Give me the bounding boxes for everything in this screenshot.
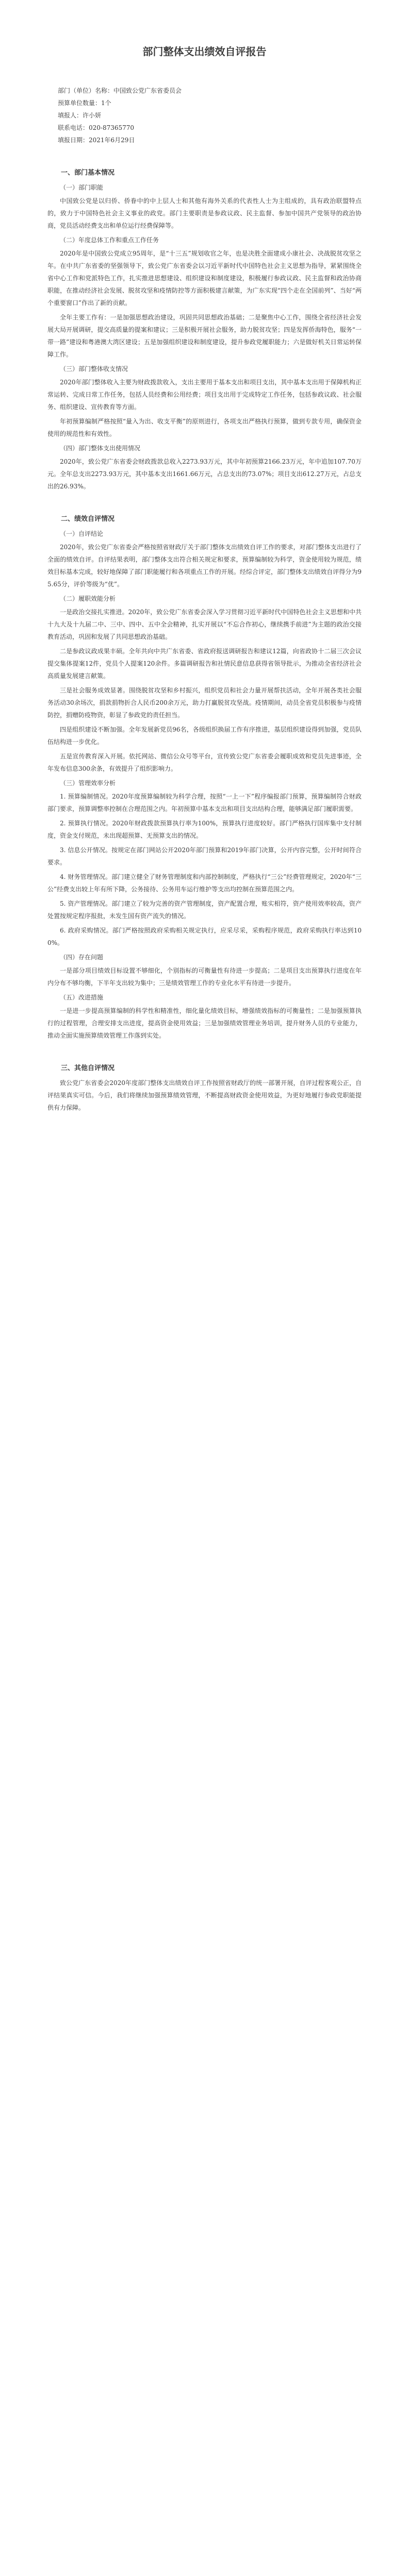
report-section — [47, 167, 362, 493]
meta-person: 填报人：许小妍 — [58, 112, 102, 119]
paragraph: 5. 资产管理情况。部门建立了较为完善的资产管理制度，资产配置合理，账实相符，资产使用效率较高，资产处置按规定程序报批，未发生国有资产流失的情况。 — [47, 900, 362, 920]
section-gap — [47, 1044, 362, 1058]
report-section — [47, 513, 362, 1042]
paragraph: 五是宣传教育深入开展。依托网站、微信公众号等平台，宣传致公党广东省委会履职成效和党员先进事迹，全年发布信息300余条，有效提升了组织影响力。 — [47, 753, 362, 772]
paragraph: 2020年，致公党广东省委会财政拨款总收入2273.93万元，其中年初预算2166.23万元，年中追加107.70万元。全年总支出2273.93万元，其中基本支出1661.66万元，占总支出的73.07%；项目支出612.27万元，占总支出的26.93%。 — [47, 458, 362, 490]
paragraph: 全年主要工作有：一是加强思想政治建设，巩固共同思想政治基础；二是聚焦中心工作，围绕全省经济社会发展大局开展调研，提交高质量的提案和建议；三是积极开展社会服务，助力脱贫攻坚；四是发挥侨海特色，服务“一带一路”建设和粤港澳大湾区建设；五是加强组织建设和制度建设，提升参政党履职能力；六是做好机关日常运转保障工作。 — [47, 314, 362, 358]
section-gap — [47, 495, 362, 509]
subsection-heading: （二）履职效能分析 — [60, 595, 116, 602]
paragraph: 6. 政府采购情况。部门严格按照政府采购相关规定执行，应采尽采，采购程序规范，政府采购执行率达到100%。 — [47, 927, 362, 946]
section-heading: 二、绩效自评情况 — [61, 515, 115, 523]
paragraph: 致公党广东省委会2020年度部门整体支出绩效自评工作按照省财政厅的统一部署开展，自评过程客观公正，自评结果真实可信。今后，我们将继续加强预算绩效管理，不断提高财政资金使用效益，为更好地履行参政党职能提供有力保障。 — [47, 1079, 362, 1111]
paragraph: 一是部分项目绩效目标设置不够细化，个别指标的可衡量性有待进一步提高；二是项目支出预算执行进度在年内分布不够均衡，下半年支出较为集中；三是绩效管理工作的专业化水平有待进一步提升。 — [47, 967, 362, 987]
paragraph: 4. 财务管理情况。部门建立健全了财务管理制度和内部控制制度，严格执行“三公”经费管理规定，2020年“三公”经费支出较上年有所下降，公务接待、公务用车运行维护等支出均控制在预算范围之内。 — [47, 873, 362, 893]
subsection-heading: （一）自评结论 — [60, 530, 104, 537]
subsection-heading: （二）年度总体工作和重点工作任务 — [60, 236, 159, 244]
paragraph: 三是社会服务成效显著。围绕脱贫攻坚和乡村振兴，组织党员和社会力量开展帮扶活动，全年开展各类社会服务活动30余场次，捐款捐物折合人民币200余万元，助力打赢脱贫攻坚战。疫情期间，动员全省党员积极参与疫情防控，捐赠防疫物资，彰显了参政党的责任担当。 — [47, 687, 362, 719]
paragraph: 一是进一步提高预算编制的科学性和精准性，细化量化绩效目标，增强绩效指标的可衡量性；二是加强预算执行的过程管理，合理安排支出进度，提高资金使用效益；三是加强绩效管理业务培训，提升财务人员的专业能力，推动全面实施预算绩效管理工作落到实处。 — [47, 1007, 362, 1039]
subsection-heading: （三）部门整体收支情况 — [60, 365, 128, 372]
meta-date: 填报日期：2021年6月29日 — [58, 137, 135, 144]
paragraph: 一是政治交接扎实推进。2020年，致公党广东省委会深入学习贯彻习近平新时代中国特色社会主义思想和中共十九大及十九届二中、三中、四中、五中全会精神，扎实开展以“不忘合作初心，继续携手前进”为主题的政治交接教育活动，巩固和发展了共同思想政治基础。 — [47, 608, 362, 640]
paragraph: 2020年是中国致公党成立95周年，是“十三五”规划收官之年，也是决胜全面建成小康社会、决战脱贫攻坚之年。在中共广东省委的坚强领导下，致公党广东省委会以习近平新时代中国特色社会主义思想为指导，紧紧围绕全省中心工作和党派特色工作，扎实推进思想建设、组织建设和制度建设，积极履行参政议政、民主监督和政治协商职能，在推动经济社会发展、脱贫攻坚和疫情防控等方面积极建言献策，为广东实现“四个走在全国前列”、当好“两个重要窗口”作出了新的贡献。 — [47, 250, 362, 307]
paragraph: 2020年，致公党广东省委会严格按照省财政厅关于部门整体支出绩效自评工作的要求，对部门整体支出进行了全面的绩效自评。自评结果表明，部门整体支出符合相关规定和要求，预算编制较为科学，资金使用较为规范，绩效目标基本完成，较好地保障了部门职能履行和各项重点工作的开展。经综合评定，部门整体支出绩效自评得分为95.65分，评价等级为“优”。 — [47, 544, 362, 588]
paragraph: 中国致公党是以归侨、侨眷中的中上层人士和其他有海外关系的代表性人士为主组成的，具有政治联盟特点的，致力于中国特色社会主义事业的政党。部门主要职责是参政议政、民主监督、参加中国共产党领导的政治协商，党员活动经费支出和单位运行经费保障等。 — [47, 197, 362, 229]
paragraph: 年初预算编制严格按照“量入为出、收支平衡”的原则进行，各项支出严格执行预算，做到专款专用，确保资金使用的规范性和有效性。 — [47, 418, 362, 437]
report-section — [47, 1062, 362, 1114]
page-title: 部门整体支出绩效自评报告 — [142, 45, 267, 58]
subsection-heading: （四）部门整体支出使用情况 — [60, 445, 141, 452]
paragraph: 二是参政议政成果丰硕。全年共向中共广东省委、省政府报送调研报告和建议12篇，向省政协十二届三次会议提交集体提案12件，党员个人提案120余件。多篇调研报告和社情民意信息获得省领导批示，为推动全省经济社会高质量发展建言献策。 — [47, 648, 362, 680]
meta-count: 预算单位数量：1个 — [58, 99, 111, 107]
paragraph: 2. 预算执行情况。2020年财政拨款预算执行率为100%，预算执行进度较好。部门严格执行国库集中支付制度，资金支付规范，未出现超预算、无预算支出的情况。 — [47, 820, 362, 839]
paragraph: 四是组织建设不断加强。全年发展新党员96名，各级组织换届工作有序推进，基层组织建设得到加强，党员队伍结构进一步优化。 — [47, 726, 362, 745]
subsection-heading: （三）管理效率分析 — [60, 779, 116, 787]
section-heading: 三、其他自评情况 — [61, 1064, 115, 1072]
meta-phone: 联系电话：020-87365770 — [58, 124, 135, 131]
report-meta — [47, 84, 362, 146]
subsection-heading: （一）部门职能 — [60, 184, 104, 191]
paragraph: 1. 预算编制情况。2020年度预算编制较为科学合理，按照“一上一下”程序编报部门预算，预算编制符合财政部门要求，预算调整率控制在合理范围之内。年初预算中基本支出和项目支出结构合理，能够满足部门履职需要。 — [47, 793, 362, 812]
subsection-heading: （四）存在问题 — [60, 954, 104, 961]
paragraph: 2020年部门整体收入主要为财政拨款收入，支出主要用于基本支出和项目支出，其中基本支出用于保障机构正常运转、完成日常工作任务，包括人员经费和公用经费；项目支出用于完成特定工作任务，包括参政议政、社会服务、组织建设、宣传教育等方面。 — [47, 379, 362, 411]
meta-unit: 部门（单位）名称：中国致公党广东省委员会 — [58, 87, 182, 94]
section-heading: 一、部门基本情况 — [61, 169, 115, 177]
report-body — [47, 167, 362, 1114]
paragraph: 3. 信息公开情况。按规定在部门网站公开2020年部门预算和2019年部门决算，公开内容完整，公开时间符合要求。 — [47, 846, 362, 866]
subsection-heading: （五）改进措施 — [60, 994, 104, 1001]
